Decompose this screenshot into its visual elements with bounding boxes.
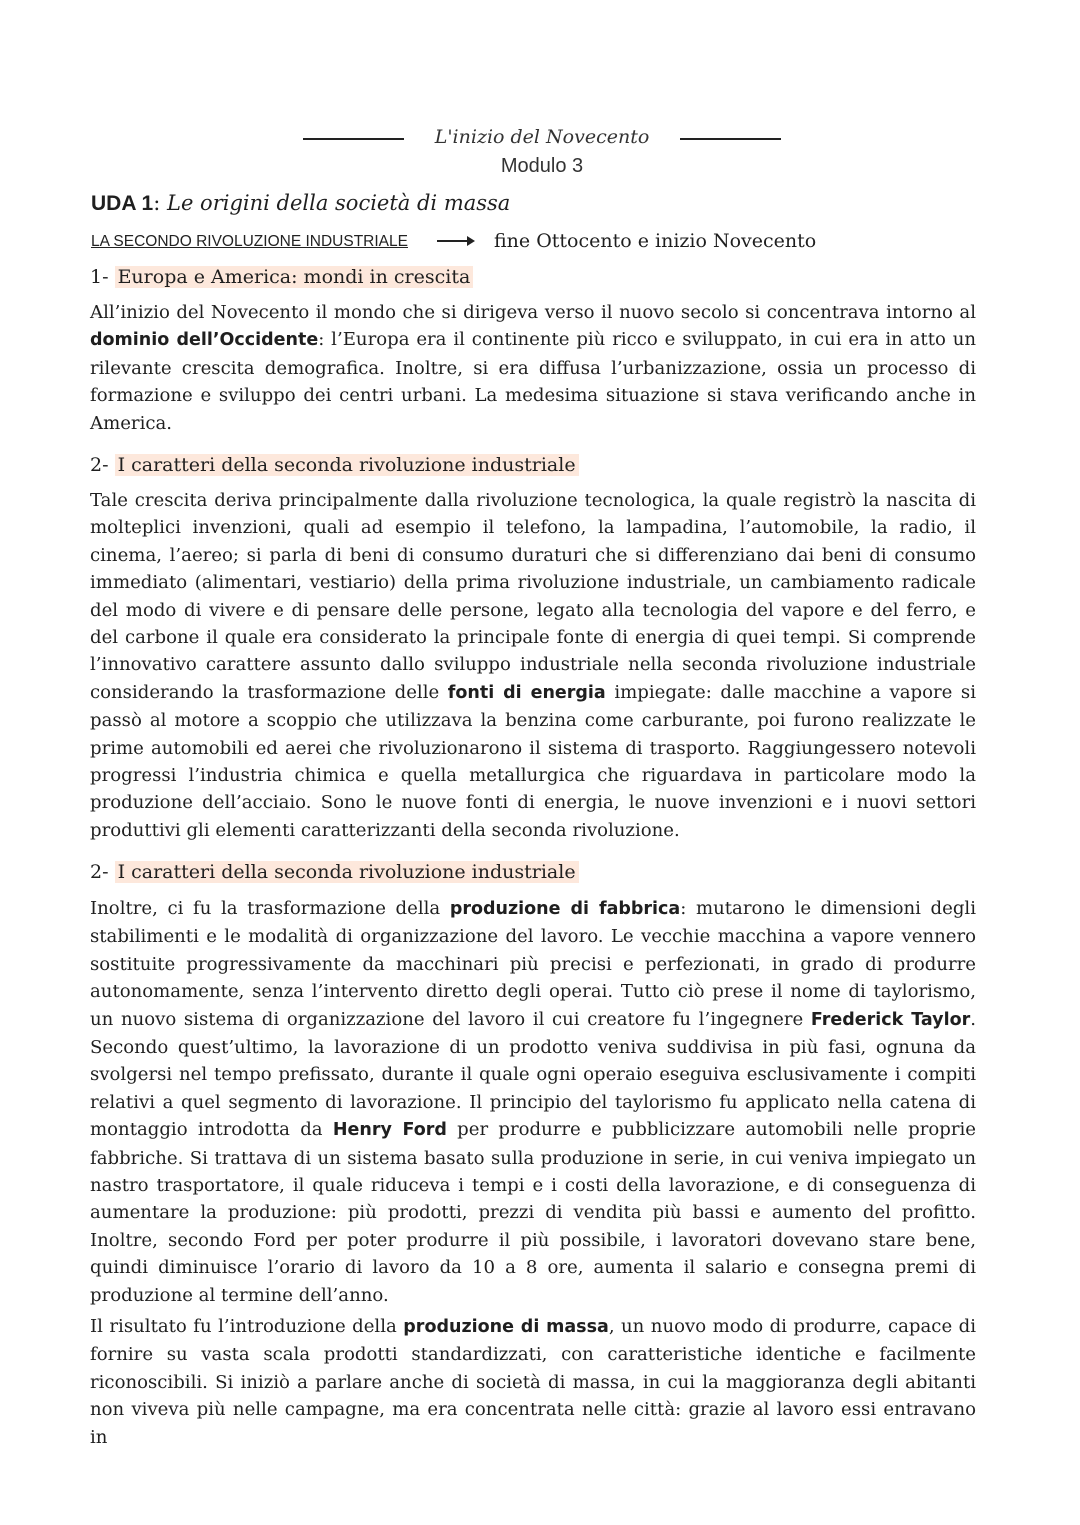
section-number: 2- — [90, 861, 115, 883]
bold-term: Frederick Taylor — [810, 1009, 971, 1030]
paragraph-text: . Secondo quest’ultimo, la lavorazione di un prodotto veniva suddivisa in più fasi, ognuna da svolgersi nel tempo prefissato, durante il quale ogni operaio eseguiva esclusivamente i compiti relativi a quel segmento di lavorazione. Il principio del taylorismo fu applicato nella catena di montaggio introdotta da — [90, 1008, 976, 1141]
topic-label: LA SECONDO RIVOLUZIONE INDUSTRIALE — [91, 233, 408, 250]
topic-line — [91, 230, 991, 254]
paragraph-text: Inoltre, ci fu la trasformazione della — [90, 898, 450, 919]
paragraph-caratteri — [90, 487, 976, 844]
section-number: 2- — [90, 454, 115, 476]
section-number: 1- — [90, 266, 115, 288]
section-heading-3 — [90, 861, 579, 883]
section-heading-2 — [90, 454, 579, 476]
uda-heading — [91, 191, 510, 216]
paragraph-fabbrica — [90, 895, 976, 1309]
module-label: Modulo 3 — [500, 155, 584, 177]
paragraph-europa-america — [90, 299, 976, 437]
paragraph-text: : mutarono le dimensioni degli stabilimenti e le modalità di organizzazione del lavoro. Le vecchie macchina a vapore vennero sostituite progressivamente da macchinari più precisi e perfezionati, in grado di produrre autonomamente, senza l’intervento diretto degli operai. Tutto ciò prese il nome di taylorismo, un nuovo sistema di organizzazione del lavoro il cui creatore fu l’ingegnere — [90, 898, 977, 1030]
bold-term: produzione di massa — [403, 1317, 609, 1337]
header-rule-left — [303, 138, 404, 140]
section-title: I caratteri della seconda rivoluzione industriale — [115, 454, 579, 476]
bold-term: Henry Ford — [332, 1120, 447, 1141]
paragraph-text: : l’Europa era il continente più ricco e sviluppato, in cui era in atto un rilevante crescita demografica. Inoltre, si era diffusa l’urbanizzazione, ossia un processo di formazione e sviluppo dei centri urbani. La medesima situazione si stava verificando anche in America. — [90, 329, 977, 434]
bold-term: fonti di energia — [447, 682, 606, 703]
paragraph-text: per produrre e pubblicizzare automobili nelle proprie fabbriche. Si trattava di un sistema basato sulla produzione in serie, in cui veniva impiegato un nastro trasportatore, il quale riduceva i tempi e i costi della lavorazione, e di conseguenza di aumentare la produzione: più prodotti, prezzi di vendita più bassi e aumento del profitto. Inoltre, secondo Ford per poter produrre il più possibile, i lavoratori dovevano stare bene, quindi diminuisce l’orario di lavoro da 10 a 8 ore, aumenta il salario e consegna premi di produzione al termine dell’anno. — [90, 1119, 976, 1306]
uda-label: UDA 1 — [91, 192, 154, 215]
topic-period: fine Ottocento e inizio Novecento — [494, 230, 817, 252]
section-title: Europa e America: mondi in crescita — [115, 266, 474, 288]
header-title: L'inizio del Novecento — [434, 126, 650, 148]
paragraph-text: , un nuovo modo di produrre, capace di fornire su vasta scala prodotti standardizzati, con caratteristiche identiche e facilmente riconoscibili. Si iniziò a parlare anche di società di massa, in cui la maggioranza degli abitanti non viveva più nelle campagne, ma era concentrata nelle città: grazie al lavoro essi entravano in — [90, 1316, 976, 1448]
paragraph-text: Il risultato fu l’introduzione della — [90, 1316, 404, 1337]
paragraph-text: impiegate: dalle macchine a vapore si passò al motore a scoppio che utilizzava la benzina come carburante, poi furono realizzate le prime automobili ed aerei che rivoluzionarono il sistema di trasporto. Raggiungessero notevoli progressi l’industria chimica e quella metallurgica che riguardava in particolare modo la produzione dell’acciaio. Sono le nuove fonti di energia, le nuove invenzioni e i nuovi settori produttivi gli elementi caratterizzanti della seconda rivoluzione. — [90, 681, 976, 841]
paragraph-massa — [90, 1313, 976, 1451]
section-title: I caratteri della seconda rivoluzione industriale — [115, 861, 579, 883]
arrow-right-icon — [437, 240, 473, 242]
bold-term: dominio dell’Occidente — [90, 330, 319, 351]
uda-separator: : — [153, 191, 167, 215]
uda-title: Le origini della società di massa — [167, 191, 511, 215]
paragraph-text: All’inizio del Novecento il mondo che si dirigeva verso il nuovo secolo si concentrava intorno al — [90, 302, 976, 323]
paragraph-text: Tale crescita deriva principalmente dalla rivoluzione tecnologica, la quale registrò la nascita di molteplici invenzioni, quali ad esempio il telefono, la lampadina, l’automobile, la radio, il cinema, l’aereo; si parla di beni di consumo duraturi che si differenziano dai beni di consumo immediato (alimentari, vestiario) della prima rivoluzione industriale, un cambiamento radicale del modo di vivere e di pensare delle persone, legato alla tecnologia del vapore e del ferro, e del carbone il quale era considerato la principale fonte di energia di quei tempi. Si comprende l’innovativo carattere assunto dallo sviluppo industriale nella seconda rivoluzione industriale considerando la trasformazione delle — [90, 490, 976, 703]
bold-term: produzione di fabbrica — [449, 899, 681, 919]
header-rule-right — [680, 138, 781, 140]
section-heading-1 — [90, 266, 473, 288]
